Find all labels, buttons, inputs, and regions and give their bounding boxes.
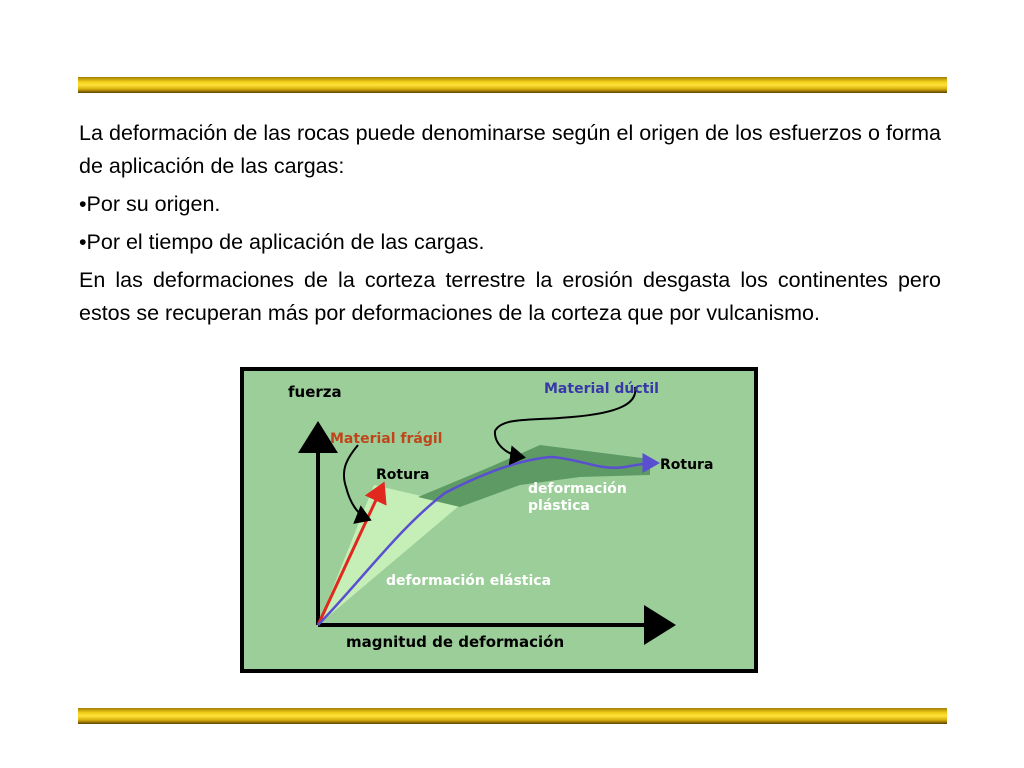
plastic-deformation-label-1: deformación [528, 481, 627, 497]
fragile-rupture-label: Rotura [376, 467, 430, 483]
plastic-deformation-label-2: plástica [528, 498, 590, 514]
fragile-material-label: Material frágil [330, 431, 443, 447]
bullet-origin: •Por su origen. [79, 192, 221, 216]
stress-strain-diagram [240, 367, 758, 673]
bullet-load-time: •Por el tiempo de aplicación de las cargas. [79, 230, 485, 254]
ductile-material-label: Material dúctil [544, 381, 659, 397]
elastic-deformation-label: deformación elástica [386, 573, 552, 589]
slide-text [79, 117, 941, 335]
crust-paragraph: En las deformaciones de la corteza terrestre la erosión desgasta los continentes pero estos se recuperan más por deformaciones de la corteza que por vulcanismo. [79, 268, 941, 325]
ductile-rupture-label: Rotura [660, 457, 714, 473]
intro-paragraph: La deformación de las rocas puede denominarse según el origen de los esfuerzos o forma de aplicación de las cargas: [79, 121, 941, 178]
diagram-svg [240, 367, 758, 673]
x-axis-label: magnitud de deformación [346, 633, 565, 651]
y-axis-label: fuerza [288, 383, 342, 401]
bottom-decorative-bar [78, 708, 947, 724]
top-decorative-bar [78, 77, 947, 93]
